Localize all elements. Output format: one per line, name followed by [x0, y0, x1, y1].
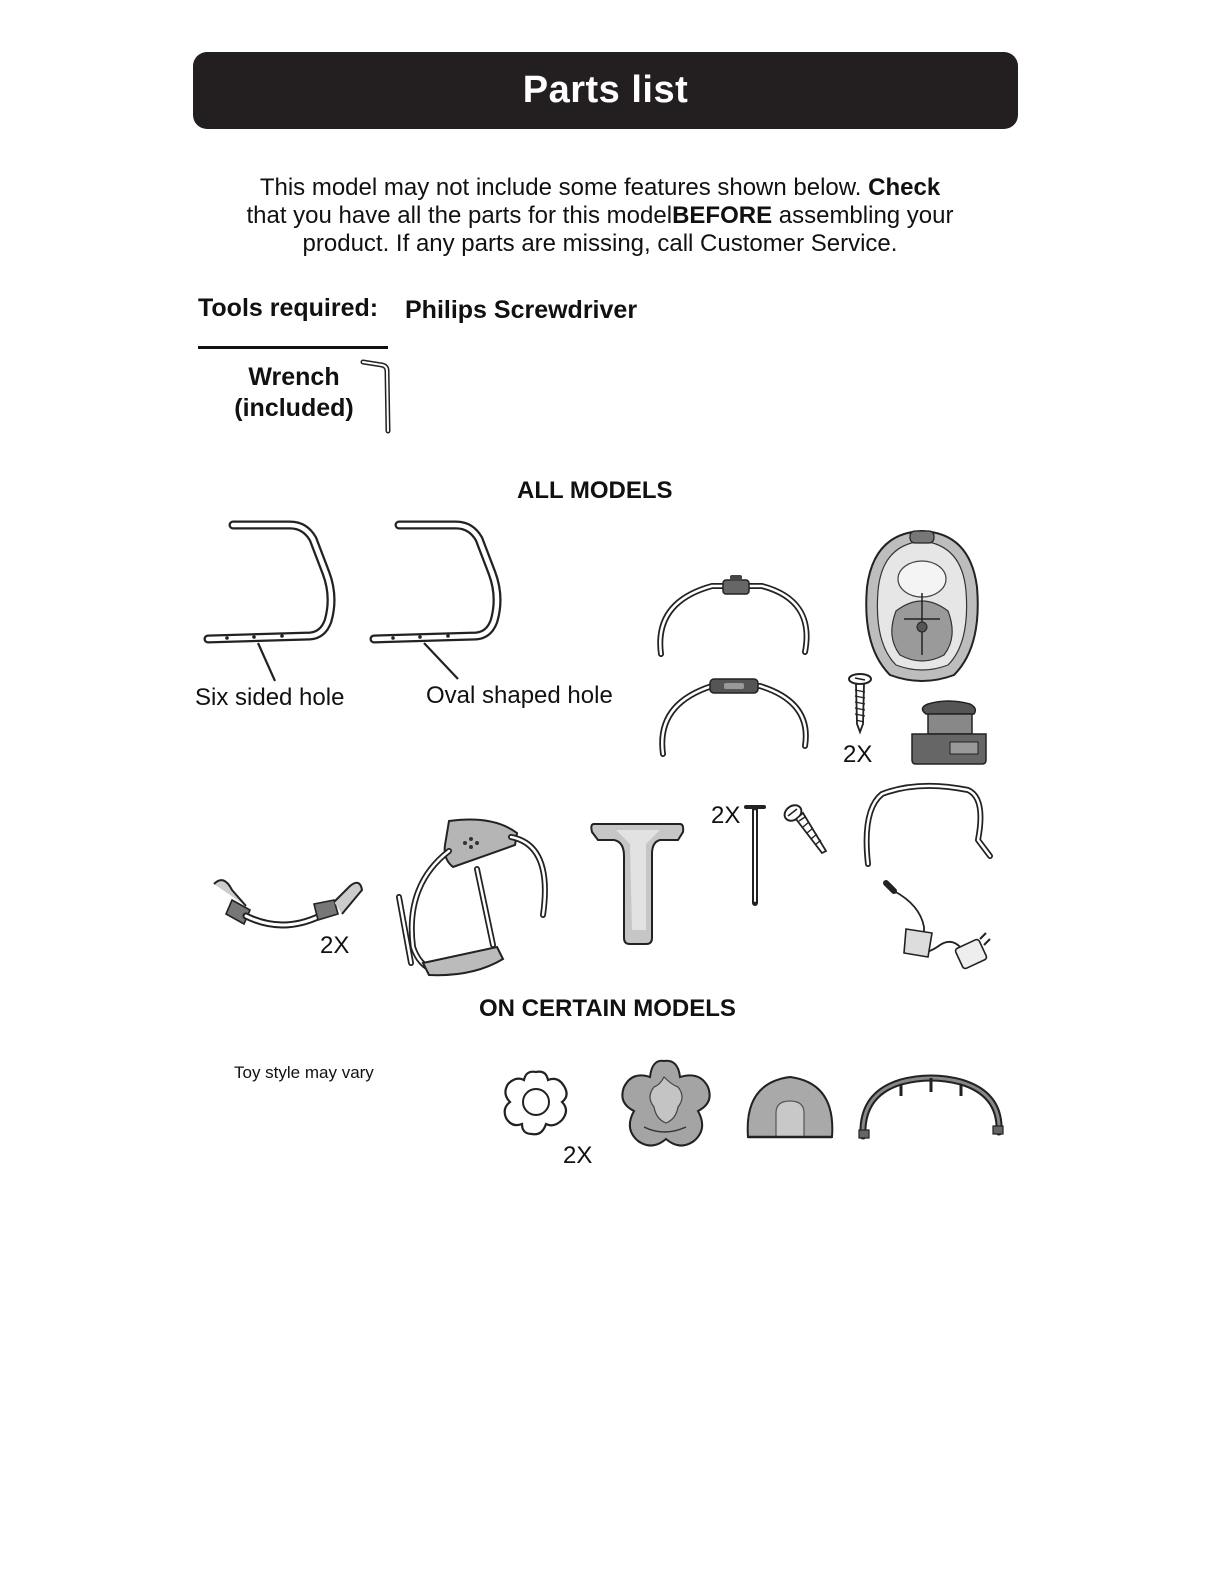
flower-toy-quantity: 2X	[563, 1142, 593, 1169]
certain-models-heading: ON CERTAIN MODELS	[479, 995, 736, 1022]
intro-bold-before: BEFORE	[672, 202, 773, 229]
upper-arch-icon	[652, 572, 817, 662]
toy-style-note: Toy style may vary	[234, 1063, 374, 1082]
dome-toy-icon	[744, 1073, 836, 1143]
intro-text: that you have all the parts for this model	[246, 202, 673, 229]
intro-text: assembling your	[772, 202, 954, 229]
motor-frame-icon	[393, 815, 563, 978]
small-screw-icon	[782, 801, 832, 859]
oval-shaped-hole-caption: Oval shaped hole	[426, 682, 613, 709]
seat-icon	[862, 527, 982, 685]
tools-required-value: Philips Screwdriver	[405, 296, 638, 324]
intro-paragraph	[200, 174, 1000, 258]
pin-icon	[743, 803, 767, 909]
arm-connector-quantity: 2X	[320, 932, 350, 959]
lower-arch-icon	[652, 674, 817, 759]
wrench-label-line1: Wrench	[248, 363, 340, 391]
page-title: Parts list	[522, 69, 689, 111]
title-bar	[193, 52, 1018, 129]
arm-connector-icon	[202, 874, 367, 932]
wrench-label	[210, 362, 378, 424]
pin-quantity: 2X	[711, 802, 741, 829]
toy-bar-icon	[857, 1070, 1005, 1142]
screw-quantity: 2X	[843, 741, 873, 768]
flower-toy-icon	[500, 1068, 572, 1138]
intro-bold-check: Check	[868, 174, 941, 201]
intro-text: product. If any parts are missing, call Customer Service.	[302, 230, 898, 257]
all-models-heading: ALL MODELS	[517, 477, 673, 504]
tools-divider	[198, 346, 388, 349]
wrench-icon	[360, 358, 392, 438]
screw-icon	[845, 672, 875, 734]
intro-text: This model may not include some features shown below.	[259, 174, 869, 201]
motor-housing-icon	[906, 698, 991, 766]
star-toy-icon	[614, 1057, 716, 1151]
power-adapter-icon	[880, 875, 995, 980]
t-support-icon	[588, 820, 686, 946]
tray-arch-icon	[858, 780, 998, 870]
tools-required-label: Tools required:	[198, 294, 379, 322]
leg-oval-icon	[366, 515, 506, 685]
wrench-label-line2: (included)	[234, 394, 354, 422]
six-sided-hole-caption: Six sided hole	[195, 684, 345, 711]
leg-six-sided-icon	[200, 515, 340, 685]
